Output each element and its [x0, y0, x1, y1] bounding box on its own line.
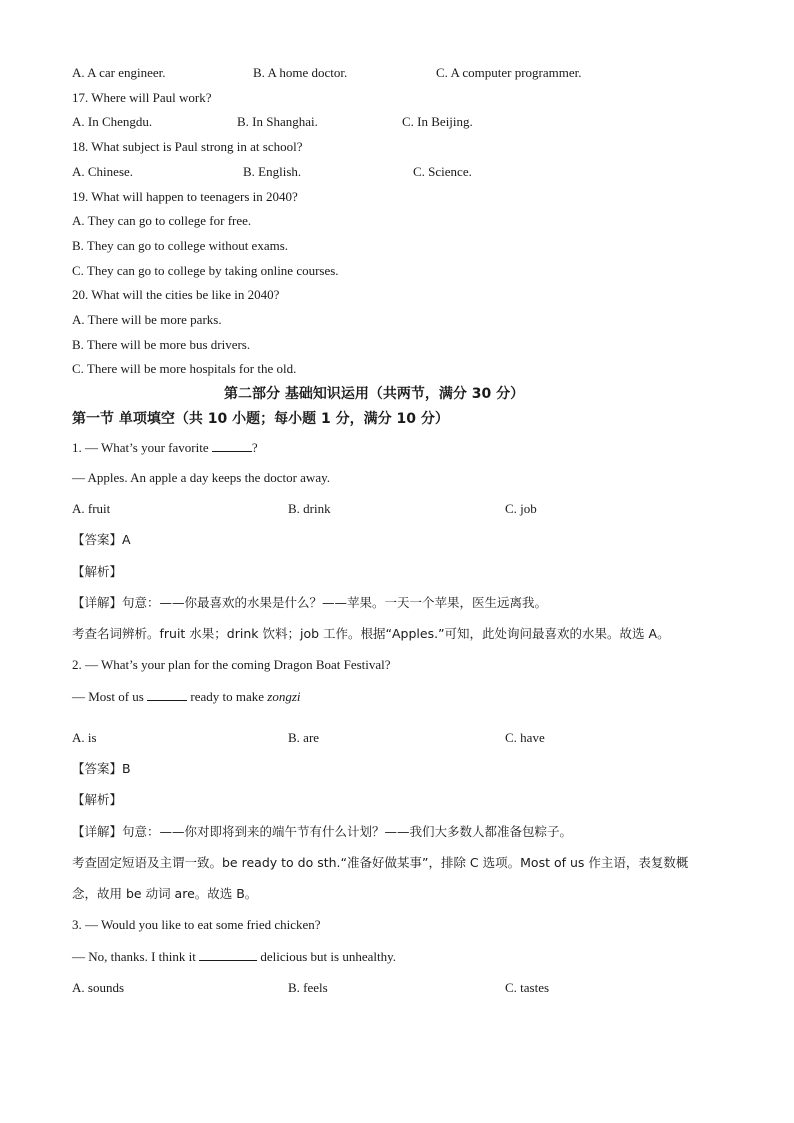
item1-detail: 【详解】句意：——你最喜欢的水果是什么？——苹果。一天一个苹果，医生远离我。 — [72, 595, 548, 610]
item3-reply-start: — No, thanks. I think it — [72, 949, 196, 964]
q18-option-b: B. English. — [243, 164, 302, 179]
item1-option-a: A. fruit — [72, 501, 111, 516]
item1-blank — [212, 439, 252, 452]
item3-reply-end: delicious but is unhealthy. — [260, 949, 396, 964]
item1-option-b: B. drink — [288, 501, 331, 516]
q19-option-b: B. They can go to college without exams. — [72, 238, 289, 253]
item1-analysis-label: 【解析】 — [72, 564, 123, 579]
q18-stem: 18. What subject is Paul strong in at school? — [72, 139, 303, 154]
item2-explanation-line2: 念，故用 be 动词 are。故选 B。 — [72, 886, 258, 901]
item3-option-c: C. tastes — [505, 980, 550, 995]
q20-stem: 20. What will the cities be like in 2040? — [72, 287, 280, 302]
item2-explanation-line1: 考查固定短语及主谓一致。be ready to do sth.“准备好做某事”，排除 C 选项。Most of us 作主语，表复数概 — [72, 855, 689, 870]
item2-reply — [72, 688, 301, 705]
q17-stem: 17. Where will Paul work? — [72, 90, 212, 105]
item3-option-a: A. sounds — [72, 980, 125, 995]
item2-option-c: C. have — [505, 730, 545, 745]
section1-title: 第一节 单项填空（共 10 小题；每小题 1 分，满分 10 分） — [72, 411, 449, 427]
q17-option-b: B. In Shanghai. — [237, 114, 318, 129]
item1-reply: — Apples. An apple a day keeps the doctor away. — [72, 470, 331, 485]
q20-option-b: B. There will be more bus drivers. — [72, 337, 251, 352]
item1-stem-text: 1. — What’s your favorite — [72, 440, 209, 455]
item3-reply — [72, 948, 396, 965]
q16-option-a: A. A car engineer. — [72, 65, 166, 80]
q17-option-c: C. In Beijing. — [402, 114, 473, 129]
q17-option-a: A. In Chengdu. — [72, 114, 153, 129]
q18-option-a: A. Chinese. — [72, 164, 134, 179]
item1-option-c: C. job — [505, 501, 537, 516]
item1-stem — [72, 439, 258, 456]
item2-stem: 2. — What’s your plan for the coming Dragon Boat Festival? — [72, 657, 391, 672]
q19-option-c: C. They can go to college by taking online courses. — [72, 263, 339, 278]
part2-title: 第二部分 基础知识运用（共两节，满分 30 分） — [224, 386, 525, 402]
item2-option-a: A. is — [72, 730, 97, 745]
q19-stem: 19. What will happen to teenagers in 2040? — [72, 189, 298, 204]
q18-option-c: C. Science. — [413, 164, 472, 179]
item2-detail: 【详解】句意：——你对即将到来的端午节有什么计划？——我们大多数人都准备包粽子。 — [72, 824, 573, 839]
item1-stem-end: ? — [251, 440, 258, 455]
q20-option-c: C. There will be more hospitals for the old. — [72, 361, 297, 376]
item3-option-b: B. feels — [288, 980, 328, 995]
item2-analysis-label: 【解析】 — [72, 792, 123, 807]
item2-blank — [147, 688, 187, 701]
item2-reply-zongzi: zongzi — [267, 689, 301, 704]
q16-option-b: B. A home doctor. — [253, 65, 348, 80]
item2-reply-mid: ready to make — [190, 689, 265, 704]
item1-explanation: 考查名词辨析。fruit 水果；drink 饮料；job 工作。根据“Apples.”可知，此处询问最喜欢的水果。故选 A。 — [72, 626, 670, 641]
item3-stem: 3. — Would you like to eat some fried chicken? — [72, 917, 321, 932]
q16-option-c: C. A computer programmer. — [436, 65, 582, 80]
item2-answer: 【答案】B — [72, 761, 131, 776]
item2-reply-start: — Most of us — [72, 689, 144, 704]
item2-option-b: B. are — [288, 730, 320, 745]
item1-answer: 【答案】A — [72, 532, 131, 547]
q20-option-a: A. There will be more parks. — [72, 312, 222, 327]
item3-blank — [199, 948, 257, 961]
q19-option-a: A. They can go to college for free. — [72, 213, 252, 228]
